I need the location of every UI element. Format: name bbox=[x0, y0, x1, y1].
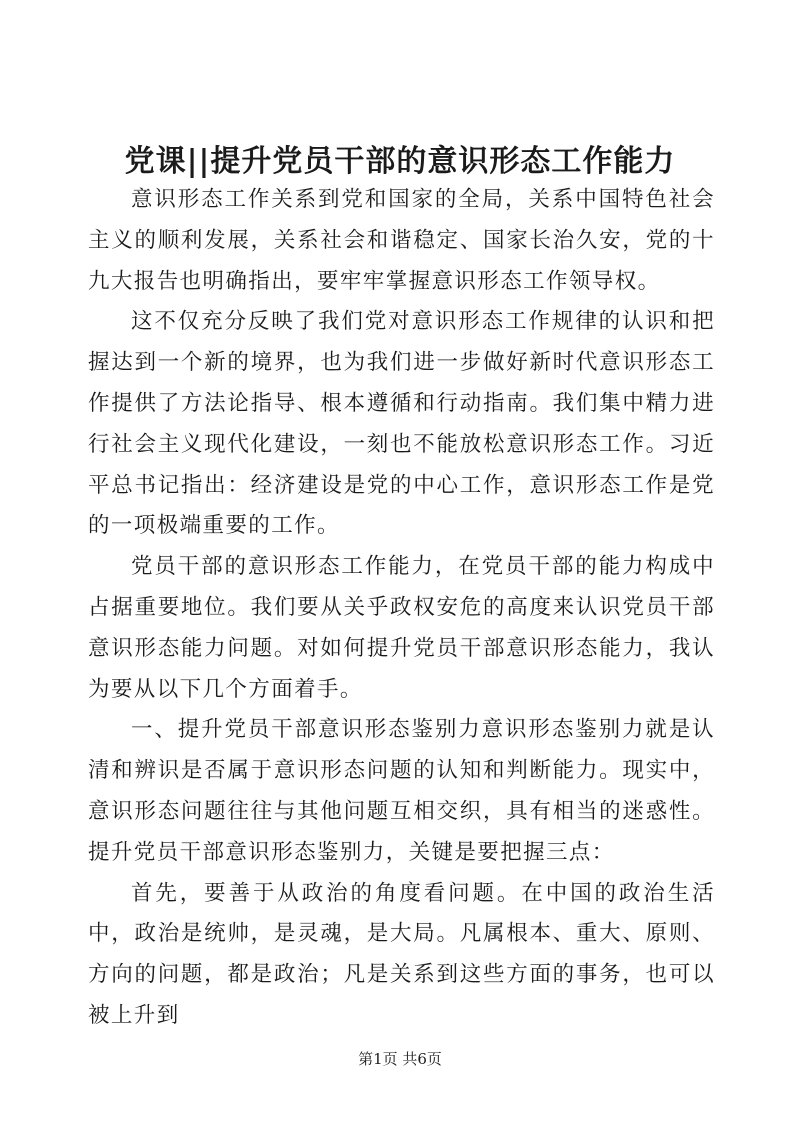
document-title: 党课||提升党员干部的意识形态工作能力 bbox=[124, 144, 676, 179]
paragraph: 意识形态工作关系到党和国家的全局，关系中国特色社会主义的顺利发展，关系社会和谐稳定、国家长治久安，党的十九大报告也明确指出，要牢牢掌握意识形态工作领导权。 bbox=[88, 187, 715, 294]
page-number-footer: 第1页 共6页 bbox=[358, 1050, 442, 1068]
paragraph: 一、提升党员干部意识形态鉴别力意识形态鉴别力就是认清和辨识是否属于意识形态问题的认知和判断能力。现实中，意识形态问题往往与其他问题互相交织，具有相当的迷惑性。提升党员干部意识形态鉴别力，关键是要把握三点： bbox=[88, 717, 715, 865]
paragraph: 这不仅充分反映了我们党对意识形态工作规律的认识和把握达到一个新的境界，也为我们进一步做好新时代意识形态工作提供了方法论指导、根本遵循和行动指南。我们集中精力进行社会主义现代化建设，一刻也不能放松意识形态工作。习近平总书记指出：经济建设是党的中心工作，意识形态工作是党的一项极端重要的工作。 bbox=[88, 309, 715, 539]
document-body bbox=[88, 180, 715, 1037]
paragraph: 党员干部的意识形态工作能力，在党员干部的能力构成中占据重要地位。我们要从关乎政权安危的高度来认识党员干部意识形态能力问题。对如何提升党员干部意识形态能力，我认为要从以下几个方面着手。 bbox=[88, 554, 715, 702]
paragraph: 首先，要善于从政治的角度看问题。在中国的政治生活中，政治是统帅，是灵魂，是大局。凡属根本、重大、原则、方向的问题，都是政治；凡是关系到这些方面的事务，也可以被上升到 bbox=[88, 880, 715, 1028]
